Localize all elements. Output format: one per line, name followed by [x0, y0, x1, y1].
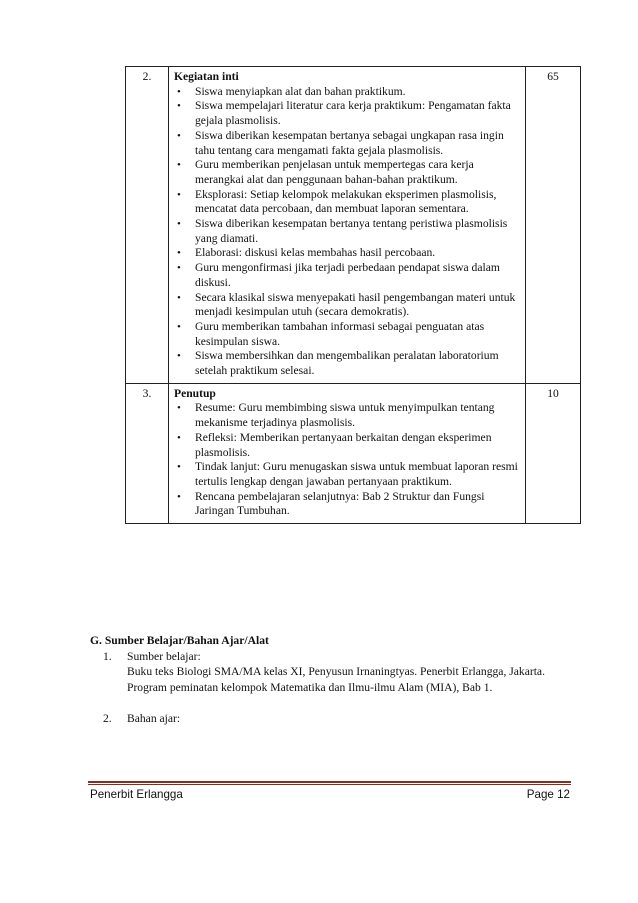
bullet-icon: •: [177, 247, 181, 260]
bullet-icon: •: [177, 320, 181, 333]
bullet-icon: •: [177, 291, 181, 304]
row-number: 2.: [126, 67, 169, 384]
footer-rule: [88, 781, 571, 783]
list-item: • Eksplorasi: Setiap kelompok melakukan eksperimen plasmolisis, mencatat data percobaan, dan membuat laporan sementara.: [177, 187, 497, 216]
bullet-icon: •: [177, 129, 181, 142]
item-label: Sumber belajar:: [127, 649, 201, 663]
row-number: 3.: [126, 383, 169, 523]
row-duration: 65: [526, 67, 581, 384]
section-heading: G. Sumber Belajar/Bahan Ajar/Alat: [90, 634, 269, 647]
list-item: • Siswa menyiapkan alat dan bahan praktikum.: [177, 84, 406, 98]
learning-resources-section: [90, 633, 570, 727]
list-item: • Tindak lanjut: Guru menugaskan siswa untuk membuat laporan resmi tertulis lengkap dengan jawaban pertanyaan praktikum.: [177, 460, 518, 488]
list-item: • Guru memberikan penjelasan untuk mempertegas cara kerja merangkai alat dan penggunaan bahan-bahan praktikum.: [177, 158, 474, 186]
list-item: • Siswa membersihkan dan mengembalikan peralatan laboratorium setelah praktikum selesai.: [177, 349, 499, 378]
list-item: • Siswa mempelajari literatur cara kerja praktikum: Pengamatan fakta gejala plasmolisis.: [177, 99, 511, 128]
row-duration: 10: [526, 383, 581, 523]
list-item: • Guru memberikan tambahan informasi sebagai penguatan atas kesimpulan siswa.: [177, 319, 485, 348]
row-title: Penutup: [174, 386, 216, 400]
footer-page-number: Page 12: [526, 788, 570, 801]
list-item: • Rencana pembelajaran selanjutnya: Bab 2 Struktur dan Fungsi Jaringan Tumbuhan.: [177, 489, 485, 518]
bullet-icon: •: [177, 431, 181, 444]
activity-table: [125, 66, 581, 524]
item-text: Buku teks Biologi SMA/MA kelas XI, Penyusun Irnaningtyas. Penerbit Erlangga, Jakarta. Program peminatan kelompok Matematika dan Ilmu-ilmu Alam (MIA), Bab 1.: [127, 665, 545, 694]
row-title: Kegiatan inti: [174, 70, 239, 83]
list-item: • Guru mengonfirmasi jika terjadi perbedaan pendapat siswa dalam diskusi.: [177, 261, 500, 289]
row-content: [169, 67, 526, 384]
item-number: 2.: [103, 712, 112, 725]
list-item: • Secara klasikal siswa menyepakati hasil pengembangan materi untuk menjadi kesimpulan utuh (secara demokratis).: [177, 290, 516, 319]
list-item: • Siswa diberikan kesempatan bertanya tentang peristiwa plasmolisis yang diamati.: [177, 217, 508, 245]
item-label: Bahan ajar:: [127, 712, 181, 725]
table-row: [126, 383, 581, 523]
list-item: • Elaborasi: diskusi kelas membahas hasil percobaan.: [177, 246, 436, 260]
list-item: • Refleksi: Memberikan pertanyaan berkaitan dengan eksperimen plasmolisis.: [177, 430, 492, 459]
bullet-icon: •: [177, 262, 181, 275]
bullet-list: [174, 85, 520, 379]
bullet-icon: •: [177, 490, 181, 503]
footer-publisher: Penerbit Erlangga: [90, 788, 183, 801]
footer-rule-thin: [88, 784, 571, 785]
bullet-icon: •: [177, 402, 181, 415]
bullet-icon: •: [177, 461, 181, 474]
list-item: • Resume: Guru membimbing siswa untuk menyimpulkan tentang mekanisme terjadinya plasmolisis.: [177, 401, 495, 430]
list-item: • Siswa diberikan kesempatan bertanya sebagai ungkapan rasa ingin tahu tentang cara mengamati fakta gejala plasmolisis.: [177, 128, 504, 157]
bullet-icon: •: [177, 188, 181, 201]
bullet-list: [174, 401, 520, 519]
row-content: [169, 383, 526, 523]
bullet-icon: •: [177, 100, 181, 113]
bullet-icon: •: [177, 159, 181, 172]
table-row: [126, 67, 581, 384]
resource-item: [90, 711, 570, 727]
bullet-icon: •: [177, 85, 181, 98]
bullet-icon: •: [177, 350, 181, 363]
item-number: 1.: [103, 649, 112, 663]
resource-item: [90, 649, 570, 696]
bullet-icon: •: [177, 218, 181, 231]
